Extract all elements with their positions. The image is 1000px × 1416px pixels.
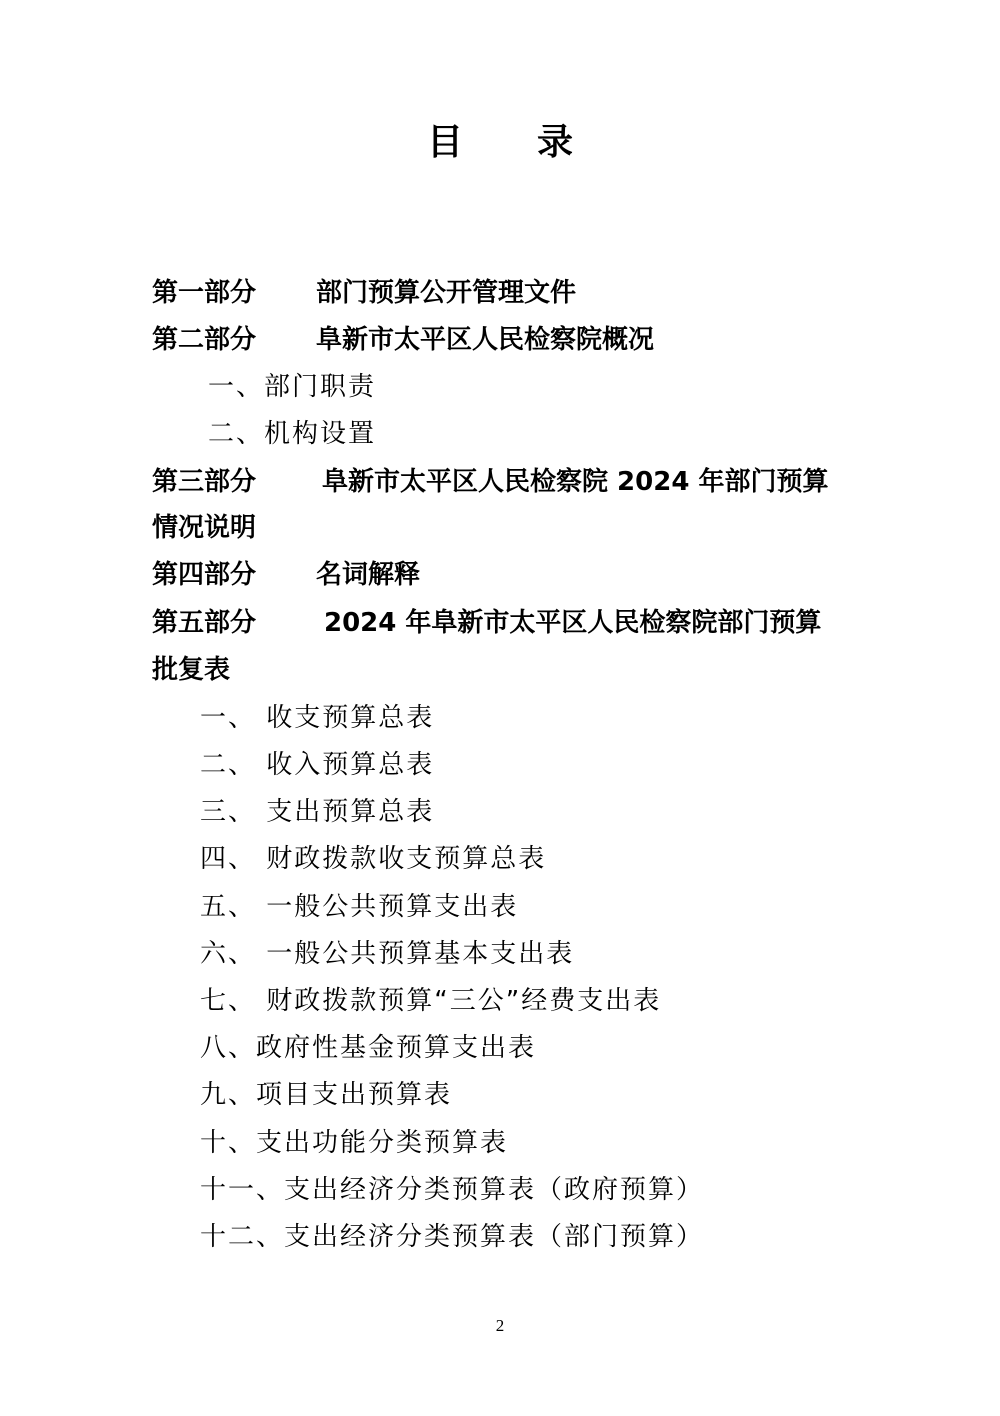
part-label: 第一部分 — [152, 278, 257, 308]
part-title: 阜新市太平区人民检察院概况 — [316, 325, 655, 355]
part-label: 第三部分 — [152, 467, 257, 497]
part-title: 2024 年阜新市太平区人民检察院部门预算 — [324, 608, 822, 638]
part-title: 阜新市太平区人民检察院 2024 年部门预算 — [322, 467, 829, 497]
toc-item: 一、 收支预算总表 — [200, 703, 435, 733]
toc-item: 十一、支出经济分类预算表（政府预算） — [200, 1175, 705, 1205]
toc-part-1 — [152, 276, 576, 310]
toc-item: 六、 一般公共预算基本支出表 — [200, 939, 575, 969]
toc-part-3-continuation: 情况说明 — [152, 513, 257, 543]
toc-part-3 — [152, 465, 828, 499]
toc-item: 四、 财政拨款收支预算总表 — [200, 844, 547, 874]
toc-part-5-continuation: 批复表 — [152, 655, 231, 685]
part-label: 第四部分 — [152, 560, 257, 590]
page-number: 2 — [495, 1316, 505, 1335]
toc-item: 九、项目支出预算表 — [200, 1080, 453, 1110]
toc-item: 二、 收入预算总表 — [200, 750, 435, 780]
toc-part-4 — [152, 558, 420, 592]
page-title: 目录 — [426, 122, 647, 163]
toc-item: 一、部门职责 — [208, 372, 377, 402]
toc-part-2 — [152, 323, 654, 357]
toc-item: 八、政府性基金预算支出表 — [200, 1033, 537, 1063]
part-title: 部门预算公开管理文件 — [316, 278, 577, 308]
toc-part-5 — [152, 606, 821, 640]
toc-item: 十二、支出经济分类预算表（部门预算） — [200, 1222, 705, 1252]
part-label: 第五部分 — [152, 608, 257, 638]
toc-item: 二、机构设置 — [208, 419, 377, 449]
toc-item: 三、 支出预算总表 — [200, 797, 435, 827]
toc-item: 五、 一般公共预算支出表 — [200, 892, 519, 922]
toc-item: 十、支出功能分类预算表 — [200, 1128, 509, 1158]
part-title: 名词解释 — [316, 560, 421, 590]
part-label: 第二部分 — [152, 325, 257, 355]
toc-item: 七、 财政拨款预算“三公”经费支出表 — [200, 986, 662, 1016]
